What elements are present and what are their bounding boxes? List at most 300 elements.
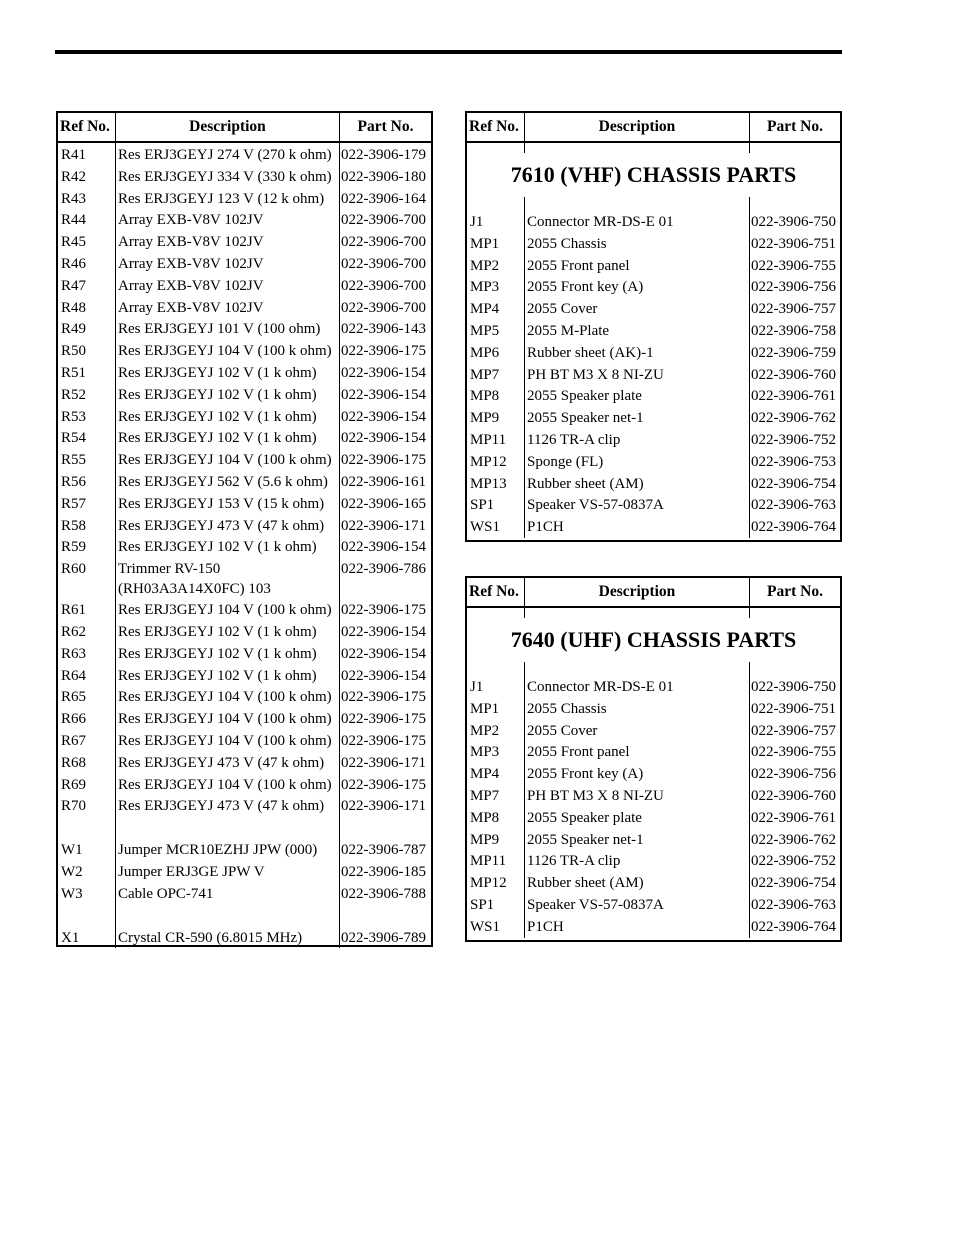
- description-text: 2055 Chassis: [527, 235, 607, 252]
- ref-cell: R61: [61, 602, 87, 619]
- table-row: [467, 516, 840, 538]
- part-number-cell: 022-3906-754: [751, 875, 836, 892]
- table-row: [467, 741, 840, 763]
- part-number-cell: 022-3906-154: [341, 364, 426, 381]
- header-description: Description: [524, 113, 749, 141]
- description-cell: [524, 829, 749, 850]
- table-row: [58, 536, 431, 558]
- table-row: [467, 255, 840, 277]
- table-row: [58, 665, 431, 687]
- ref-cell: R64: [61, 667, 87, 684]
- ref-cell: R62: [61, 623, 87, 640]
- ref-cell: R47: [61, 277, 87, 294]
- section-title: 7640 (UHF) CHASSIS PARTS: [467, 618, 840, 662]
- part-number-cell: 022-3906-154: [341, 408, 426, 425]
- ref-cell: R57: [61, 495, 87, 512]
- table-row: [467, 407, 840, 429]
- blank-row: [58, 817, 431, 839]
- part-number-cell: 022-3906-764: [751, 918, 836, 935]
- description-text: Array EXB-V8V 102JV: [118, 212, 264, 229]
- part-number-cell: 022-3906-755: [751, 744, 836, 761]
- table-row: [58, 144, 431, 166]
- header-part: Part No.: [749, 578, 840, 606]
- part-number-cell: 022-3906-154: [341, 430, 426, 447]
- table-row: [58, 384, 431, 406]
- description-text: Res ERJ3GEYJ 104 V (100 k ohm): [118, 343, 332, 360]
- ref-cell: R70: [61, 798, 87, 815]
- part-number-cell: 022-3906-754: [751, 475, 836, 492]
- description-text: P1CH: [527, 519, 564, 536]
- description-cell: [115, 231, 339, 252]
- table-row: [58, 340, 431, 362]
- ref-cell: R49: [61, 321, 87, 338]
- part-number-cell: 022-3906-175: [341, 602, 426, 619]
- table-row: [467, 894, 840, 916]
- part-number-cell: 022-3906-763: [751, 896, 836, 913]
- part-number-cell: 022-3906-154: [341, 539, 426, 556]
- description-text: Res ERJ3GEYJ 102 V (1 k ohm): [118, 386, 317, 403]
- description-cell: [115, 536, 339, 557]
- table-row: [467, 720, 840, 742]
- ref-cell: MP13: [470, 475, 507, 492]
- ref-cell: MP7: [470, 366, 500, 383]
- description-text: 1126 TR-A clip: [527, 853, 621, 870]
- ref-cell: R42: [61, 168, 87, 185]
- ref-cell: R60: [61, 561, 87, 578]
- ref-cell: R45: [61, 234, 87, 251]
- description-cell: [115, 188, 339, 209]
- table-row: [58, 708, 431, 730]
- table-row: [467, 342, 840, 364]
- description-cell: [524, 364, 749, 385]
- part-number-cell: 022-3906-700: [341, 255, 426, 272]
- table-row: [467, 916, 840, 938]
- table-row: [58, 188, 431, 210]
- part-number-cell: 022-3906-789: [341, 929, 426, 946]
- description-text: 2055 M-Plate: [527, 322, 610, 339]
- description-cell: [524, 785, 749, 806]
- description-text: Res ERJ3GEYJ 104 V (100 k ohm): [118, 452, 332, 469]
- ref-cell: R54: [61, 430, 87, 447]
- description-text: Res ERJ3GEYJ 102 V (1 k ohm): [118, 430, 317, 447]
- description-cell: [115, 883, 339, 904]
- column-divider: [339, 143, 340, 948]
- description-text: 2055 Front panel: [527, 257, 630, 274]
- description-cell: [115, 774, 339, 795]
- table-row: [467, 429, 840, 451]
- ref-cell: J1: [470, 679, 484, 695]
- header-description: Description: [524, 578, 749, 606]
- ref-cell: R59: [61, 539, 87, 556]
- ref-cell: WS1: [470, 918, 500, 935]
- description-cell: [115, 861, 339, 882]
- description-text: Rubber sheet (AM): [527, 475, 644, 492]
- description-cell: [524, 407, 749, 428]
- description-cell: [115, 297, 339, 318]
- part-number-cell: 022-3906-700: [341, 299, 426, 316]
- header-ref: Ref No.: [469, 583, 519, 600]
- table-header: [58, 113, 431, 143]
- description-text: Res ERJ3GEYJ 274 V (270 k ohm): [118, 147, 332, 163]
- top-rule: [55, 50, 842, 54]
- description-text: Res ERJ3GEYJ 102 V (1 k ohm): [118, 667, 317, 684]
- description-text: Array EXB-V8V 102JV: [118, 255, 264, 272]
- ref-cell: MP5: [470, 322, 500, 339]
- ref-cell: MP4: [470, 301, 500, 318]
- description-cell: [115, 427, 339, 448]
- part-number-cell: 022-3906-175: [341, 452, 426, 469]
- description-cell: [524, 451, 749, 472]
- ref-cell: R50: [61, 343, 87, 360]
- part-number-cell: 022-3906-786: [341, 561, 426, 578]
- ref-cell: MP8: [470, 388, 500, 405]
- part-number-cell: 022-3906-179: [341, 147, 426, 163]
- table-row: [58, 839, 431, 861]
- description-text: 2055 Speaker net-1: [527, 410, 644, 427]
- header-ref: Ref No.: [469, 118, 519, 135]
- table-row: [58, 471, 431, 493]
- table-row: [467, 211, 840, 233]
- description-cell: [524, 894, 749, 915]
- table-row: [467, 320, 840, 342]
- part-number-cell: 022-3906-752: [751, 431, 836, 448]
- ref-cell: MP2: [470, 257, 500, 274]
- description-cell: [524, 850, 749, 871]
- table-row: [58, 643, 431, 665]
- table-header: [467, 578, 840, 608]
- ref-cell: R48: [61, 299, 87, 316]
- part-number-cell: 022-3906-758: [751, 322, 836, 339]
- table-row: [58, 599, 431, 621]
- description-text: Res ERJ3GEYJ 104 V (100 k ohm): [118, 776, 332, 793]
- ref-cell: MP4: [470, 766, 500, 783]
- description-cell: [524, 211, 749, 232]
- description-cell: [524, 298, 749, 319]
- ref-cell: MP7: [470, 787, 500, 804]
- description-cell: [115, 665, 339, 686]
- description-cell: [115, 384, 339, 405]
- table-row: [58, 166, 431, 188]
- table-row: [467, 473, 840, 495]
- description-cell: [115, 253, 339, 274]
- description-text: 2055 Front panel: [527, 744, 630, 761]
- description-text: 1126 TR-A clip: [527, 431, 621, 448]
- parts-table-resistors: [56, 111, 433, 947]
- description-cell: [524, 494, 749, 515]
- table-row: [58, 253, 431, 275]
- part-number-cell: 022-3906-154: [341, 667, 426, 684]
- description-text: 2055 Speaker net-1: [527, 831, 644, 848]
- table-row: [467, 872, 840, 894]
- part-number-cell: 022-3906-700: [341, 234, 426, 251]
- table-row: [58, 861, 431, 883]
- ref-cell: J1: [470, 214, 484, 230]
- description-text: Rubber sheet (AM): [527, 875, 644, 892]
- part-number-cell: 022-3906-175: [341, 343, 426, 360]
- description-text: Res ERJ3GEYJ 334 V (330 k ohm): [118, 168, 332, 185]
- part-number-cell: 022-3906-171: [341, 754, 426, 771]
- description-text: Res ERJ3GEYJ 104 V (100 k ohm): [118, 711, 332, 728]
- ref-cell: R63: [61, 645, 87, 662]
- description-cell: [115, 686, 339, 707]
- ref-cell: R44: [61, 212, 87, 229]
- description-cell: [115, 471, 339, 492]
- description-cell: [115, 406, 339, 427]
- description-text: Jumper ERJ3GE JPW V: [118, 863, 265, 880]
- description-cell: [524, 516, 749, 537]
- part-number-cell: 022-3906-759: [751, 344, 836, 361]
- description-text: Res ERJ3GEYJ 562 V (5.6 k ohm): [118, 473, 328, 490]
- part-number-cell: 022-3906-750: [751, 679, 836, 695]
- ref-cell: W3: [61, 885, 83, 902]
- table-row: [467, 676, 840, 698]
- table-row: [467, 233, 840, 255]
- ref-cell: MP8: [470, 809, 500, 826]
- ref-cell: W1: [61, 842, 83, 859]
- description-cell: [524, 807, 749, 828]
- table-body: [467, 143, 840, 538]
- part-number-cell: 022-3906-760: [751, 787, 836, 804]
- blank-row: [58, 905, 431, 927]
- table-header: [467, 113, 840, 143]
- description-cell: [115, 730, 339, 751]
- table-row: [58, 318, 431, 340]
- ref-cell: R56: [61, 473, 87, 490]
- description-text: Rubber sheet (AK)-1: [527, 344, 654, 361]
- table-row: [58, 774, 431, 796]
- description-text: PH BT M3 X 8 NI-ZU: [527, 366, 664, 383]
- description-cell: [524, 698, 749, 719]
- table-row: [58, 883, 431, 905]
- description-cell: [115, 795, 339, 816]
- ref-cell: MP3: [470, 744, 500, 761]
- part-number-cell: 022-3906-751: [751, 700, 836, 717]
- description-cell: [524, 741, 749, 762]
- description-text: 2055 Chassis: [527, 700, 607, 717]
- description-cell: [115, 275, 339, 296]
- part-number-cell: 022-3906-761: [751, 809, 836, 826]
- description-cell: [115, 449, 339, 470]
- ref-cell: MP12: [470, 875, 507, 892]
- ref-cell: MP1: [470, 235, 500, 252]
- part-number-cell: 022-3906-165: [341, 495, 426, 512]
- table-row: [58, 686, 431, 708]
- description-text: Res ERJ3GEYJ 104 V (100 k ohm): [118, 732, 332, 749]
- description-text: Res ERJ3GEYJ 123 V (12 k ohm): [118, 190, 325, 207]
- ref-cell: W2: [61, 863, 83, 880]
- part-number-cell: 022-3906-756: [751, 766, 836, 783]
- description-text: Res ERJ3GEYJ 101 V (100 ohm): [118, 321, 321, 338]
- table-row: [58, 730, 431, 752]
- description-text: Res ERJ3GEYJ 102 V (1 k ohm): [118, 539, 317, 556]
- description-cell: [115, 621, 339, 642]
- ref-cell: MP12: [470, 453, 507, 470]
- ref-cell: R66: [61, 711, 87, 728]
- table-row: [467, 829, 840, 851]
- description-cell: [524, 676, 749, 697]
- part-number-cell: 022-3906-751: [751, 235, 836, 252]
- description-text: 2055 Speaker plate: [527, 809, 642, 826]
- description-text: Array EXB-V8V 102JV: [118, 277, 264, 294]
- table-row: [58, 927, 431, 949]
- ref-cell: R41: [61, 147, 87, 163]
- part-number-cell: 022-3906-164: [341, 190, 426, 207]
- ref-cell: R46: [61, 255, 87, 272]
- part-number-cell: 022-3906-756: [751, 279, 836, 296]
- ref-cell: R65: [61, 689, 87, 706]
- ref-cell: R55: [61, 452, 87, 469]
- description-text: Res ERJ3GEYJ 473 V (47 k ohm): [118, 798, 325, 815]
- table-row: [58, 752, 431, 774]
- description-cell: [524, 385, 749, 406]
- section-title: 7610 (VHF) CHASSIS PARTS: [467, 153, 840, 197]
- part-number-cell: 022-3906-143: [341, 321, 426, 338]
- description-text: Speaker VS-57-0837A: [527, 497, 664, 514]
- table-row: [467, 494, 840, 516]
- description-text: 2055 Front key (A): [527, 766, 644, 783]
- ref-cell: R43: [61, 190, 87, 207]
- description-cell: [115, 708, 339, 729]
- header-ref: Ref No.: [60, 118, 110, 135]
- part-number-cell: 022-3906-180: [341, 168, 426, 185]
- description-text: Res ERJ3GEYJ 473 V (47 k ohm): [118, 517, 325, 534]
- part-number-cell: 022-3906-764: [751, 519, 836, 536]
- description-text: Connector MR-DS-E 01: [527, 679, 674, 695]
- table-row: [58, 362, 431, 384]
- part-number-cell: 022-3906-763: [751, 497, 836, 514]
- description-cell: [115, 166, 339, 187]
- table-body: [467, 608, 840, 938]
- description-cell: [115, 515, 339, 536]
- part-number-cell: 022-3906-171: [341, 798, 426, 815]
- part-number-cell: 022-3906-700: [341, 212, 426, 229]
- description-text: Res ERJ3GEYJ 473 V (47 k ohm): [118, 754, 325, 771]
- table-row: [58, 558, 431, 599]
- description-cell: [524, 473, 749, 494]
- description-cell: [524, 429, 749, 450]
- description-cell: [115, 558, 339, 599]
- description-text: Res ERJ3GEYJ 102 V (1 k ohm): [118, 645, 317, 662]
- part-number-cell: 022-3906-788: [341, 885, 426, 902]
- description-cell: [524, 872, 749, 893]
- description-text: Res ERJ3GEYJ 153 V (15 k ohm): [118, 495, 325, 512]
- ref-cell: WS1: [470, 519, 500, 536]
- description-cell: [115, 144, 339, 165]
- part-number-cell: 022-3906-700: [341, 277, 426, 294]
- ref-cell: SP1: [470, 896, 495, 913]
- description-text: PH BT M3 X 8 NI-ZU: [527, 787, 664, 804]
- part-number-cell: 022-3906-175: [341, 689, 426, 706]
- ref-cell: R53: [61, 408, 87, 425]
- description-text: Res ERJ3GEYJ 104 V (100 k ohm): [118, 602, 332, 619]
- description-cell: [115, 752, 339, 773]
- table-row: [58, 449, 431, 471]
- description-cell: [115, 340, 339, 361]
- description-cell: [115, 927, 339, 948]
- ref-cell: R67: [61, 732, 87, 749]
- ref-cell: X1: [61, 929, 80, 946]
- part-number-cell: 022-3906-154: [341, 386, 426, 403]
- description-cell: [115, 839, 339, 860]
- part-number-cell: 022-3906-175: [341, 711, 426, 728]
- description-text: Crystal CR-590 (6.8015 MHz): [118, 929, 303, 946]
- table-row: [467, 298, 840, 320]
- description-cell: [115, 493, 339, 514]
- description-cell: [115, 362, 339, 383]
- description-text: 2055 Cover: [527, 722, 598, 739]
- table-row: [58, 795, 431, 817]
- table-row: [58, 297, 431, 319]
- description-text: Res ERJ3GEYJ 102 V (1 k ohm): [118, 408, 317, 425]
- ref-cell: MP9: [470, 831, 500, 848]
- description-text: Array EXB-V8V 102JV: [118, 234, 264, 251]
- description-cell: [524, 233, 749, 254]
- description-cell: [524, 720, 749, 741]
- ref-cell: R52: [61, 386, 87, 403]
- table-row: [467, 276, 840, 298]
- table-row: [58, 209, 431, 231]
- table-row: [467, 451, 840, 473]
- description-text: Cable OPC-741: [118, 885, 214, 902]
- description-cell: [115, 318, 339, 339]
- ref-cell: SP1: [470, 497, 495, 514]
- part-number-cell: 022-3906-762: [751, 410, 836, 427]
- description-cell: [524, 342, 749, 363]
- parts-table-vhf-chassis: [465, 111, 842, 542]
- description-text: 2055 Speaker plate: [527, 388, 642, 405]
- ref-cell: MP6: [470, 344, 500, 361]
- description-text: Trimmer RV-150: [118, 561, 221, 578]
- description-cell: [524, 763, 749, 784]
- ref-cell: MP11: [470, 853, 507, 870]
- description-text: Res ERJ3GEYJ 104 V (100 k ohm): [118, 689, 332, 706]
- description-cell: [115, 209, 339, 230]
- table-row: [58, 231, 431, 253]
- part-number-cell: 022-3906-154: [341, 623, 426, 640]
- description-text: 2055 Cover: [527, 301, 598, 318]
- header-part: Part No.: [339, 113, 431, 141]
- part-number-cell: 022-3906-154: [341, 645, 426, 662]
- part-number-cell: 022-3906-185: [341, 863, 426, 880]
- description-text: 2055 Front key (A): [527, 279, 644, 296]
- table-row: [467, 364, 840, 386]
- ref-cell: R51: [61, 364, 87, 381]
- table-row: [467, 698, 840, 720]
- table-row: [467, 850, 840, 872]
- part-number-cell: 022-3906-175: [341, 776, 426, 793]
- description-text-line2: (RH03A3A14X0FC) 103: [118, 581, 271, 598]
- description-cell: [524, 916, 749, 937]
- description-text: Res ERJ3GEYJ 102 V (1 k ohm): [118, 364, 317, 381]
- part-number-cell: 022-3906-761: [751, 388, 836, 405]
- part-number-cell: 022-3906-175: [341, 732, 426, 749]
- ref-cell: R68: [61, 754, 87, 771]
- column-divider: [115, 143, 116, 948]
- description-cell: [115, 599, 339, 620]
- table-row: [58, 427, 431, 449]
- description-text: Connector MR-DS-E 01: [527, 214, 674, 230]
- parts-table-uhf-chassis: [465, 576, 842, 942]
- description-text: P1CH: [527, 918, 564, 935]
- table-row: [467, 385, 840, 407]
- part-number-cell: 022-3906-755: [751, 257, 836, 274]
- description-text: Res ERJ3GEYJ 102 V (1 k ohm): [118, 623, 317, 640]
- description-cell: [524, 320, 749, 341]
- part-number-cell: 022-3906-750: [751, 214, 836, 230]
- description-text: Jumper MCR10EZHJ JPW (000): [118, 842, 318, 859]
- header-description: Description: [115, 113, 339, 141]
- part-number-cell: 022-3906-760: [751, 366, 836, 383]
